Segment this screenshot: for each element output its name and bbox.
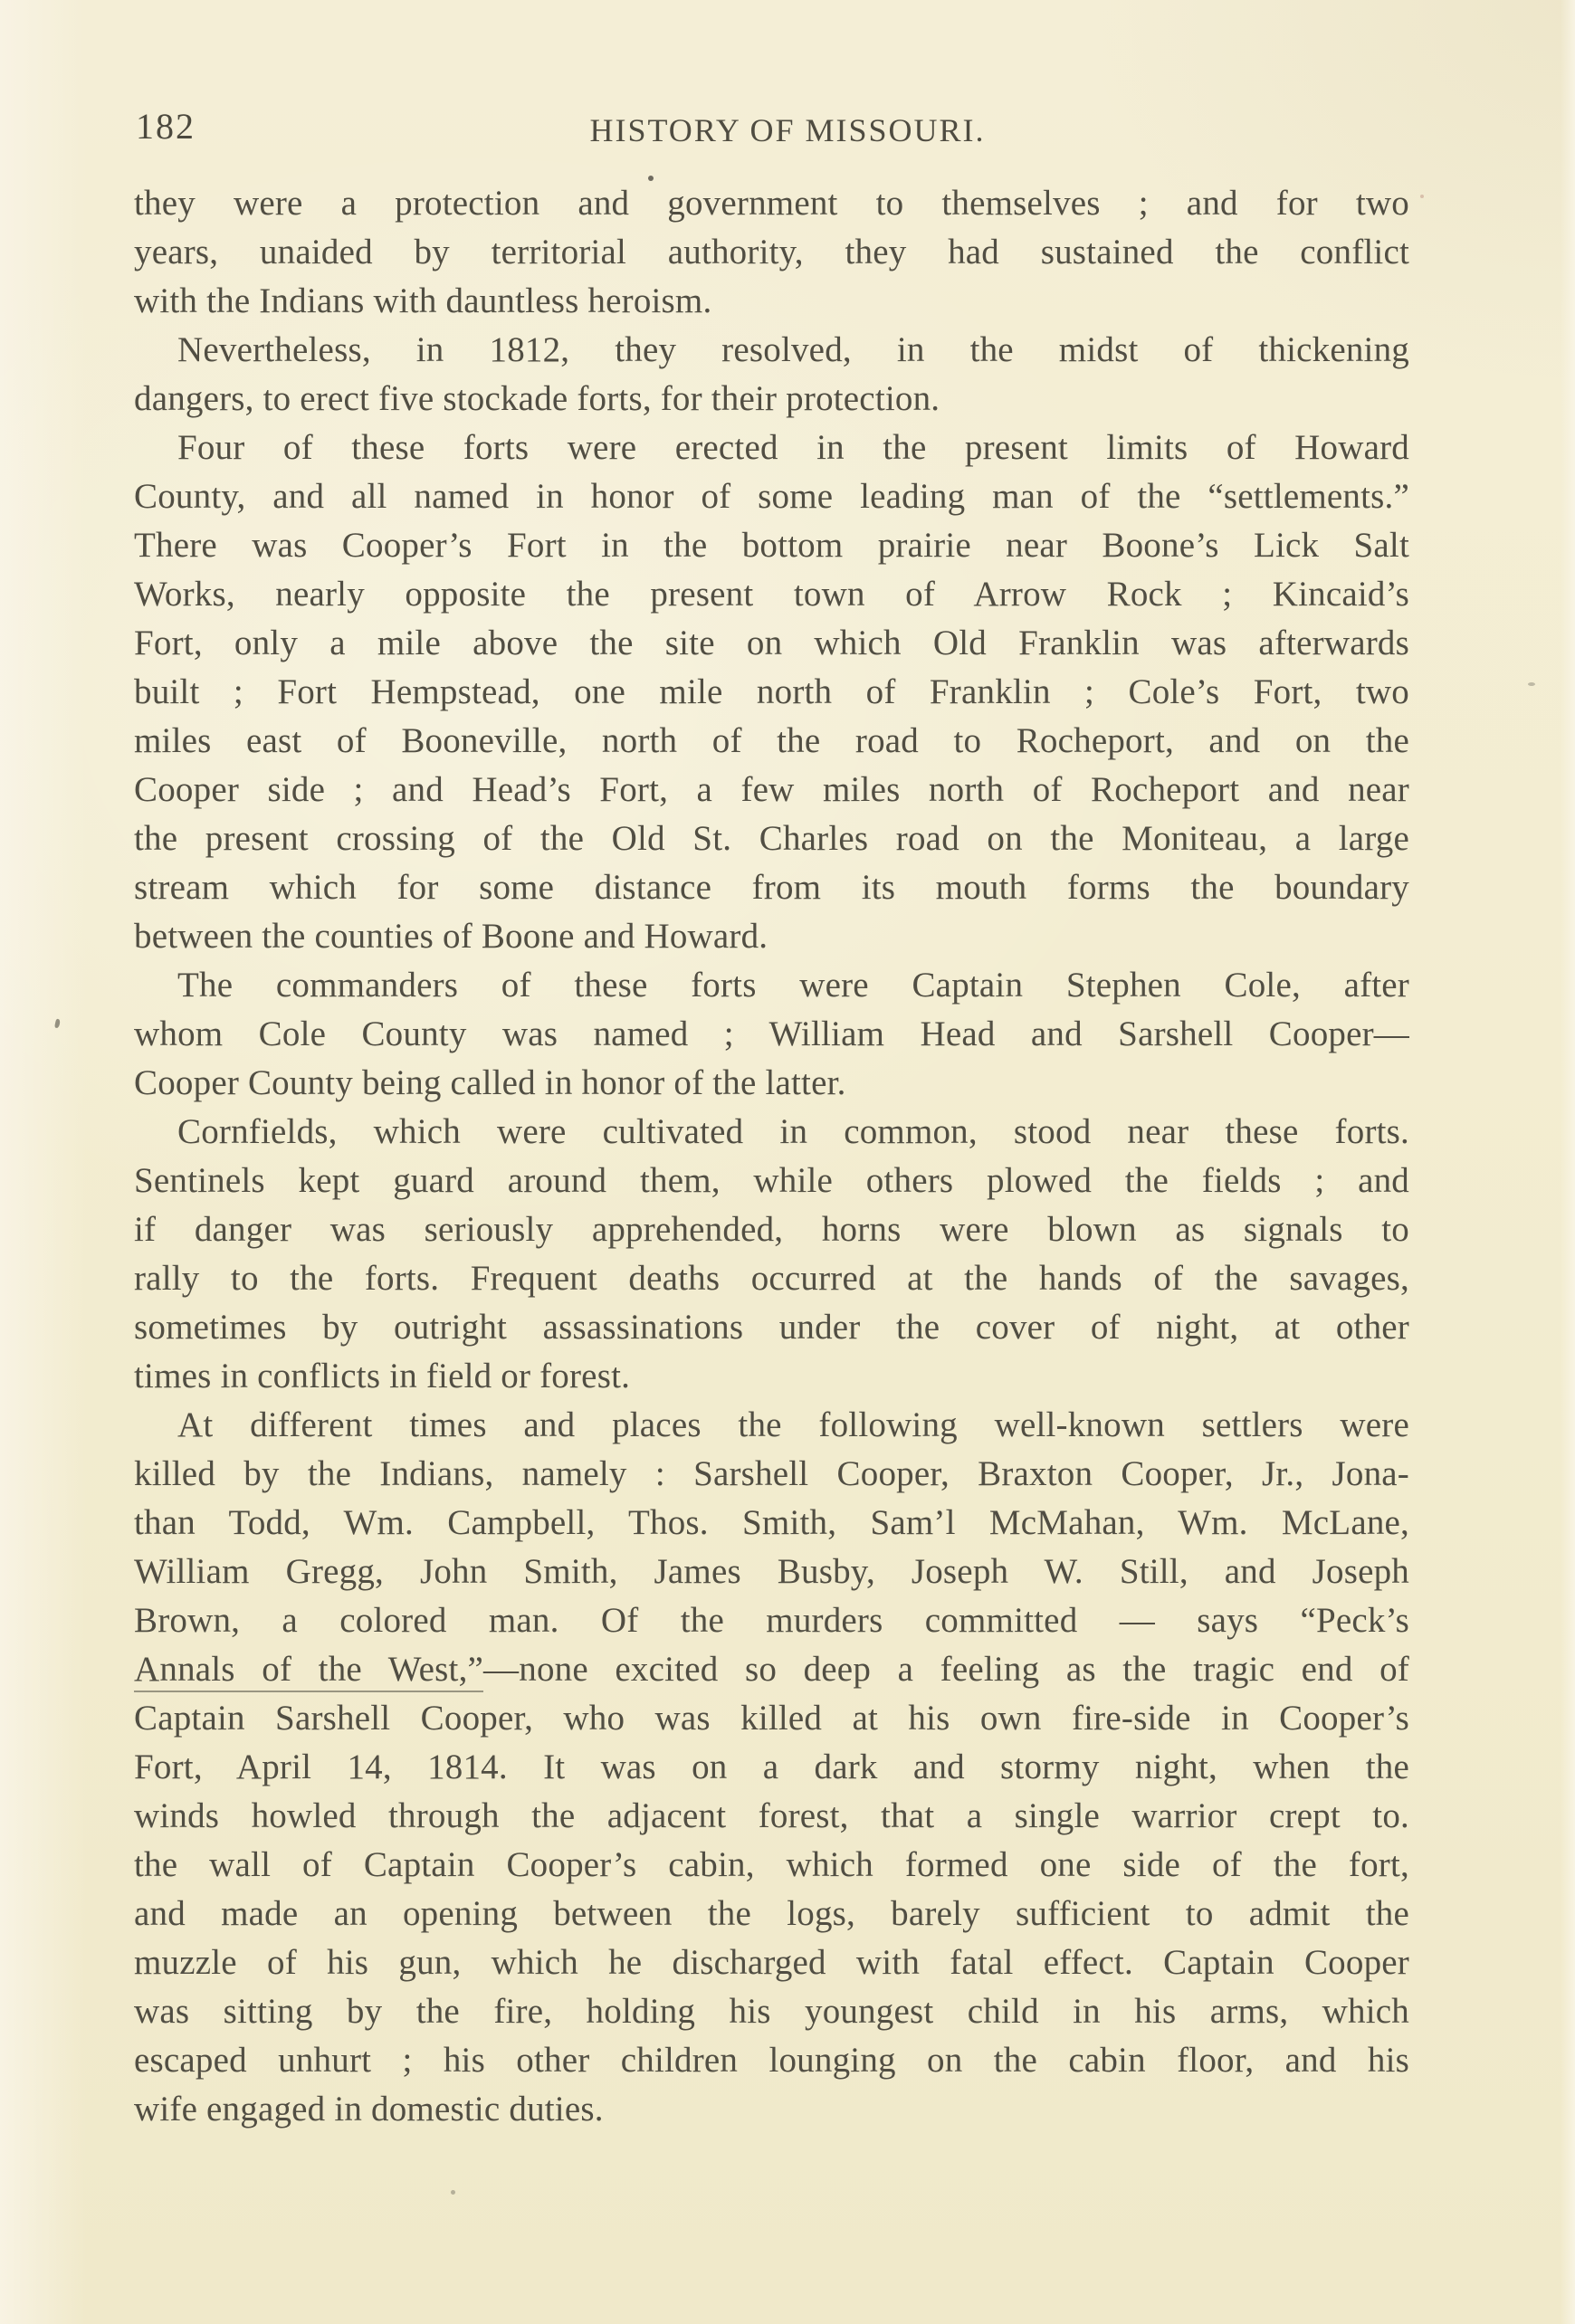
text-line: Cooper County being called in honor of the latter. [134,1063,846,1102]
text-line: There was Cooper’s Fort in the bottom prairie near Boone’s Lick Salt [134,526,1409,565]
text-line: if danger was seriously apprehended, horns were blown as signals to [134,1210,1409,1249]
text-line: the present crossing of the Old St. Charles road on the Moniteau, a large [134,819,1409,858]
text-line: muzzle of his gun, which he discharged with fatal effect. Captain Cooper [134,1943,1409,1982]
text-line: escaped unhurt ; his other children lounging on the cabin floor, and his [134,2041,1409,2080]
text-line: years, unaided by territorial authority, they had sustained the conflict [134,233,1409,271]
text-line: the wall of Captain Cooper’s cabin, which formed one side of the fort, [134,1845,1409,1884]
text-line: and made an opening between the logs, barely sufficient to admit the [134,1894,1409,1933]
text-line: with the Indians with dauntless heroism. [134,281,712,320]
text-line: Annals of the West,”—none excited so deep a feeling as the tragic end of [134,1645,1409,1694]
text-line: rally to the forts. Frequent deaths occurred at the hands of the savages, [134,1259,1409,1298]
text-line: dangers, to erect five stockade forts, for their protection. [134,379,940,418]
ink-speck [1420,195,1424,198]
text-line: miles east of Booneville, north of the road to Rocheport, and on the [134,721,1409,760]
text-line: whom Cole County was named ; William Head and Sarshell Cooper— [134,1014,1409,1053]
text-line: Cooper side ; and Head’s Fort, a few miles north of Rocheport and near [134,770,1409,809]
text-line: built ; Fort Hempstead, one mile north of Franklin ; Cole’s Fort, two [134,672,1409,711]
text-line: William Gregg, John Smith, James Busby, Joseph W. Still, and Joseph [134,1552,1409,1591]
text-line: Fort, only a mile above the site on which Old Franklin was afterwards [134,624,1409,662]
text-line: was sitting by the fire, holding his youngest child in his arms, which [134,1992,1409,2031]
text-line: between the counties of Boone and Howard. [134,917,768,956]
text-line: Brown, a colored man. Of the murders committed — says “Peck’s [134,1601,1409,1640]
text-line: Nevertheless, in 1812, they resolved, in the midst of thickening [177,330,1409,369]
text-line: Works, nearly opposite the present town of Arrow Rock ; Kincaid’s [134,575,1409,614]
text-line: they were a protection and government to themselves ; and for two [134,184,1409,223]
body-text [134,179,1409,2134]
running-header: HISTORY OF MISSOURI. [589,112,986,148]
text-line: Cornfields, which were cultivated in common, stood near these forts. [177,1112,1409,1151]
text-line: winds howled through the adjacent forest, that a single warrior crept to. [134,1796,1409,1835]
text-line: wife engaged in domestic duties. [134,2090,604,2129]
text-line: The commanders of these forts were Captain Stephen Cole, after [177,966,1409,1005]
text-line: Captain Sarshell Cooper, who was killed at his own fire-side in Cooper’s [134,1699,1409,1738]
text-line: times in conflicts in field or forest. [134,1357,631,1395]
ink-speck [54,1019,61,1029]
underlined-phrase: Annals of the West,” [134,1650,483,1692]
text-line: killed by the Indians, namely : Sarshell Cooper, Braxton Cooper, Jr., Jona- [134,1454,1409,1493]
text-line: At different times and places the following well-known settlers were [177,1405,1409,1444]
page-number: 182 [136,106,196,147]
text-line: than Todd, Wm. Campbell, Thos. Smith, Sam’l McMahan, Wm. McLane, [134,1503,1409,1542]
ink-speck [1528,682,1535,686]
ink-speck [451,2190,455,2195]
text-line: County, and all named in honor of some leading man of the “settlements.” [134,477,1409,516]
text-line: Fort, April 14, 1814. It was on a dark and stormy night, when the [134,1748,1409,1786]
ink-speck [648,176,654,181]
text-line: Four of these forts were erected in the present limits of Howard [177,428,1409,467]
text-line: Sentinels kept guard around them, while others plowed the fields ; and [134,1161,1409,1200]
text-line: sometimes by outright assassinations under the cover of night, at other [134,1308,1409,1347]
text-line: stream which for some distance from its mouth forms the boundary [134,868,1409,907]
